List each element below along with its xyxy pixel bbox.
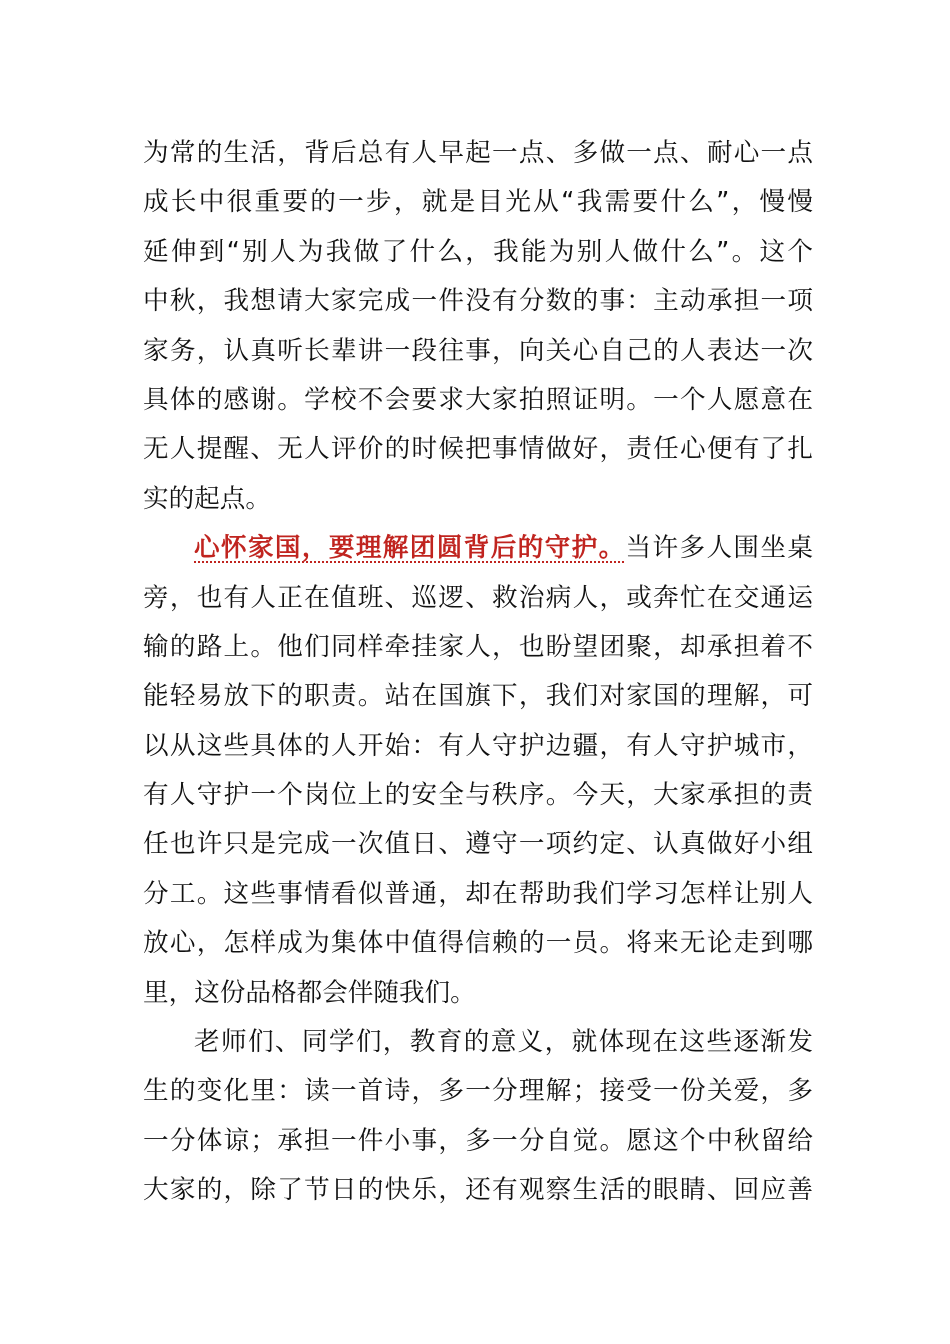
text-line: 老师们、同学们，教育的意义，就体现在这些逐渐发 <box>194 1027 813 1058</box>
text-line: 放心，怎样成为集体中值得信赖的一员。将来无论走到哪 <box>143 928 813 959</box>
text-line: 有人守护一个岗位上的安全与秩序。今天，大家承担的责 <box>143 780 813 811</box>
text-line: 任也许只是完成一次值日、遵守一项约定、认真做好小组 <box>143 829 813 860</box>
text-line: 无人提醒、无人评价的时候把事情做好，责任心便有了扎 <box>143 434 813 465</box>
text-line: 实的起点。 <box>143 483 271 514</box>
heading-line-rest: 当许多人围坐桌 <box>625 533 813 564</box>
text-line: 里，这份品格都会伴随我们。 <box>143 977 476 1008</box>
paragraph-conclusion <box>143 1018 813 1216</box>
text-line <box>143 524 813 573</box>
text-line: 中秋，我想请大家完成一件没有分数的事：主动承担一项 <box>143 286 813 317</box>
text-line: 能轻易放下的职责。站在国旗下，我们对家国的理解，可 <box>143 681 813 712</box>
section-heading: 心怀家国，要理解团圆背后的守护。 <box>194 533 626 564</box>
text-line: 一分体谅；承担一件小事，多一分自觉。愿这个中秋留给 <box>143 1125 813 1156</box>
text-line: 分工。这些事情看似普通，却在帮助我们学习怎样让别人 <box>143 878 813 909</box>
paragraph-responsibility <box>143 129 813 524</box>
text-line: 为常的生活，背后总有人早起一点、多做一点、耐心一点 <box>143 138 813 168</box>
text-line: 输的路上。他们同样牵挂家人，也盼望团聚，却承担着不 <box>143 631 813 662</box>
text-line: 生的变化里：读一首诗，多一分理解；接受一份关爱，多 <box>143 1076 813 1107</box>
speech-text <box>143 129 813 1216</box>
text-line: 以从这些具体的人开始：有人守护边疆，有人守护城市， <box>143 730 813 761</box>
text-line: 具体的感谢。学校不会要求大家拍照证明。一个人愿意在 <box>143 384 813 415</box>
text-line: 延伸到“别人为我做了什么，我能为别人做什么”。这个 <box>143 236 813 267</box>
text-line: 家务，认真听长辈讲一段往事，向关心自己的人表达一次 <box>143 335 813 366</box>
text-line: 成长中很重要的一步，就是目光从“我需要什么”，慢慢 <box>143 187 813 218</box>
paragraph-homeland <box>143 524 813 1018</box>
text-line: 大家的，除了节日的快乐，还有观察生活的眼睛、回应善 <box>143 1175 813 1206</box>
text-line: 旁，也有人正在值班、巡逻、救治病人，或奔忙在交通运 <box>143 582 813 613</box>
